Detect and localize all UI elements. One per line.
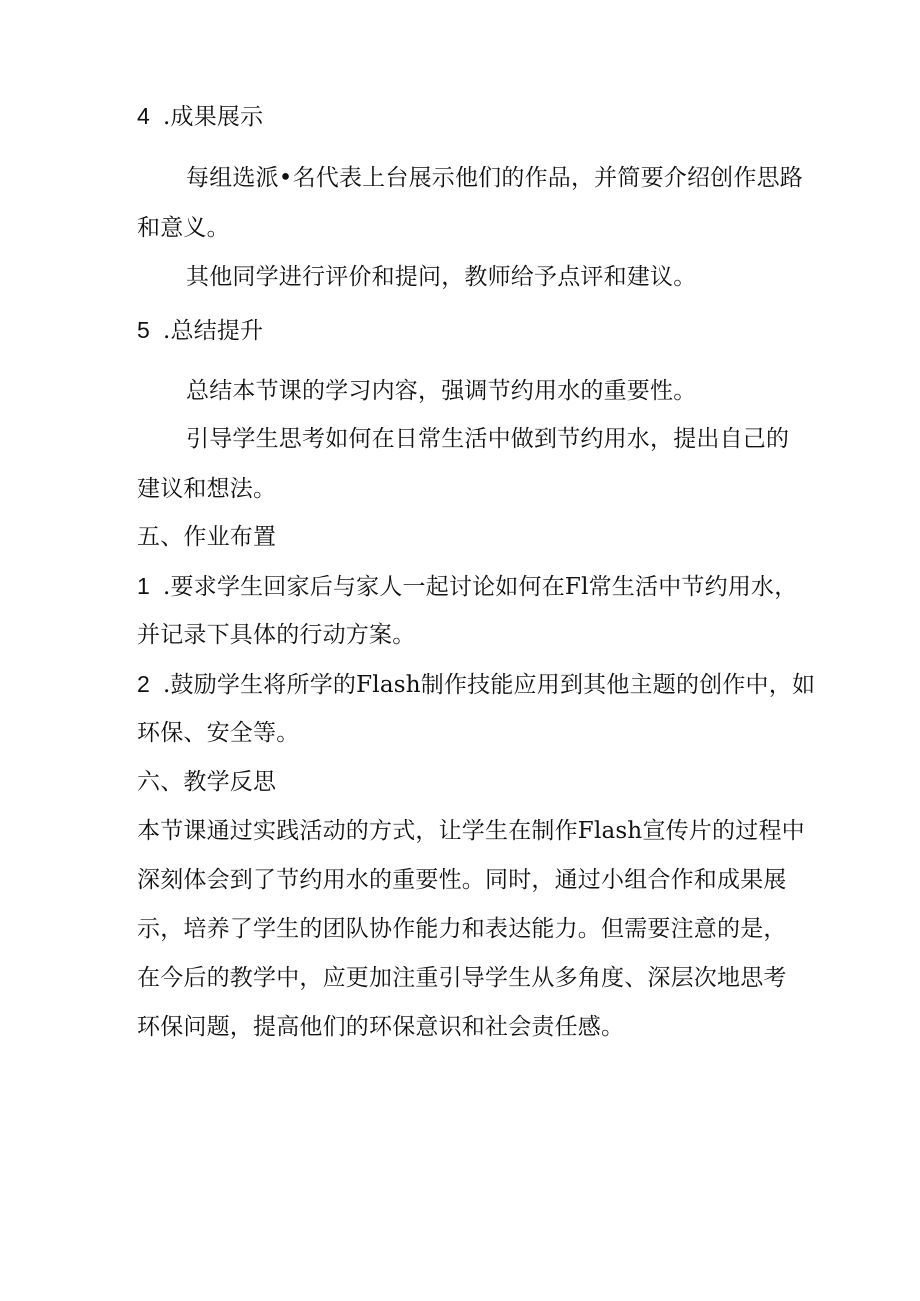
section-title-reflection: 六、教学反思	[137, 769, 277, 795]
heading-number: 5	[137, 317, 150, 343]
paragraph-line: 引导学生思考如何在日常生活中做到节约用水，提出自己的	[186, 426, 790, 452]
paragraph-line: 和意义。	[137, 215, 230, 241]
homework-item-2	[137, 669, 816, 700]
list-number: 2	[137, 671, 150, 697]
paragraph-line: 建议和想法。	[137, 476, 277, 502]
heading-number: 4	[137, 103, 150, 129]
paragraph-line: 其他同学进行评价和提问，教师给予点评和建议。	[186, 264, 697, 290]
paragraph-line: 并记录下具体的行动方案。	[137, 622, 416, 648]
paragraph-line: 深刻体会到了节约用水的重要性。同时，通过小组合作和成果展	[137, 867, 787, 893]
paragraph-line: 每组选派•名代表上台展示他们的作品，并简要介绍创作思路	[186, 165, 803, 191]
list-text: .鼓励学生将所学的Flash制作技能应用到其他主题的创作中，如	[163, 672, 816, 698]
paragraph-line: 总结本节课的学习内容，强调节约用水的重要性。	[186, 378, 697, 404]
paragraph-line: 示，培养了学生的团队协作能力和表达能力。但需要注意的是，	[137, 916, 787, 942]
list-text: .要求学生回家后与家人一起讨论如何在Fl常生活中节约用水，	[163, 574, 798, 600]
heading-title: .成果展示	[163, 104, 264, 130]
paragraph-line: 在今后的教学中，应更加注重引导学生从多角度、深层次地思考	[137, 965, 787, 991]
list-number: 1	[137, 573, 150, 599]
heading-step-4	[137, 101, 797, 132]
section-title-homework: 五、作业布置	[137, 524, 277, 550]
heading-title: .总结提升	[163, 318, 264, 344]
paragraph-line: 环保问题，提高他们的环保意识和社会责任感。	[137, 1014, 625, 1040]
paragraph-line: 本节课通过实践活动的方式，让学生在制作Flash宣传片的过程中	[137, 818, 805, 844]
homework-item-1	[137, 571, 797, 602]
paragraph-line: 环保、安全等。	[137, 720, 300, 746]
heading-step-5	[137, 315, 797, 346]
